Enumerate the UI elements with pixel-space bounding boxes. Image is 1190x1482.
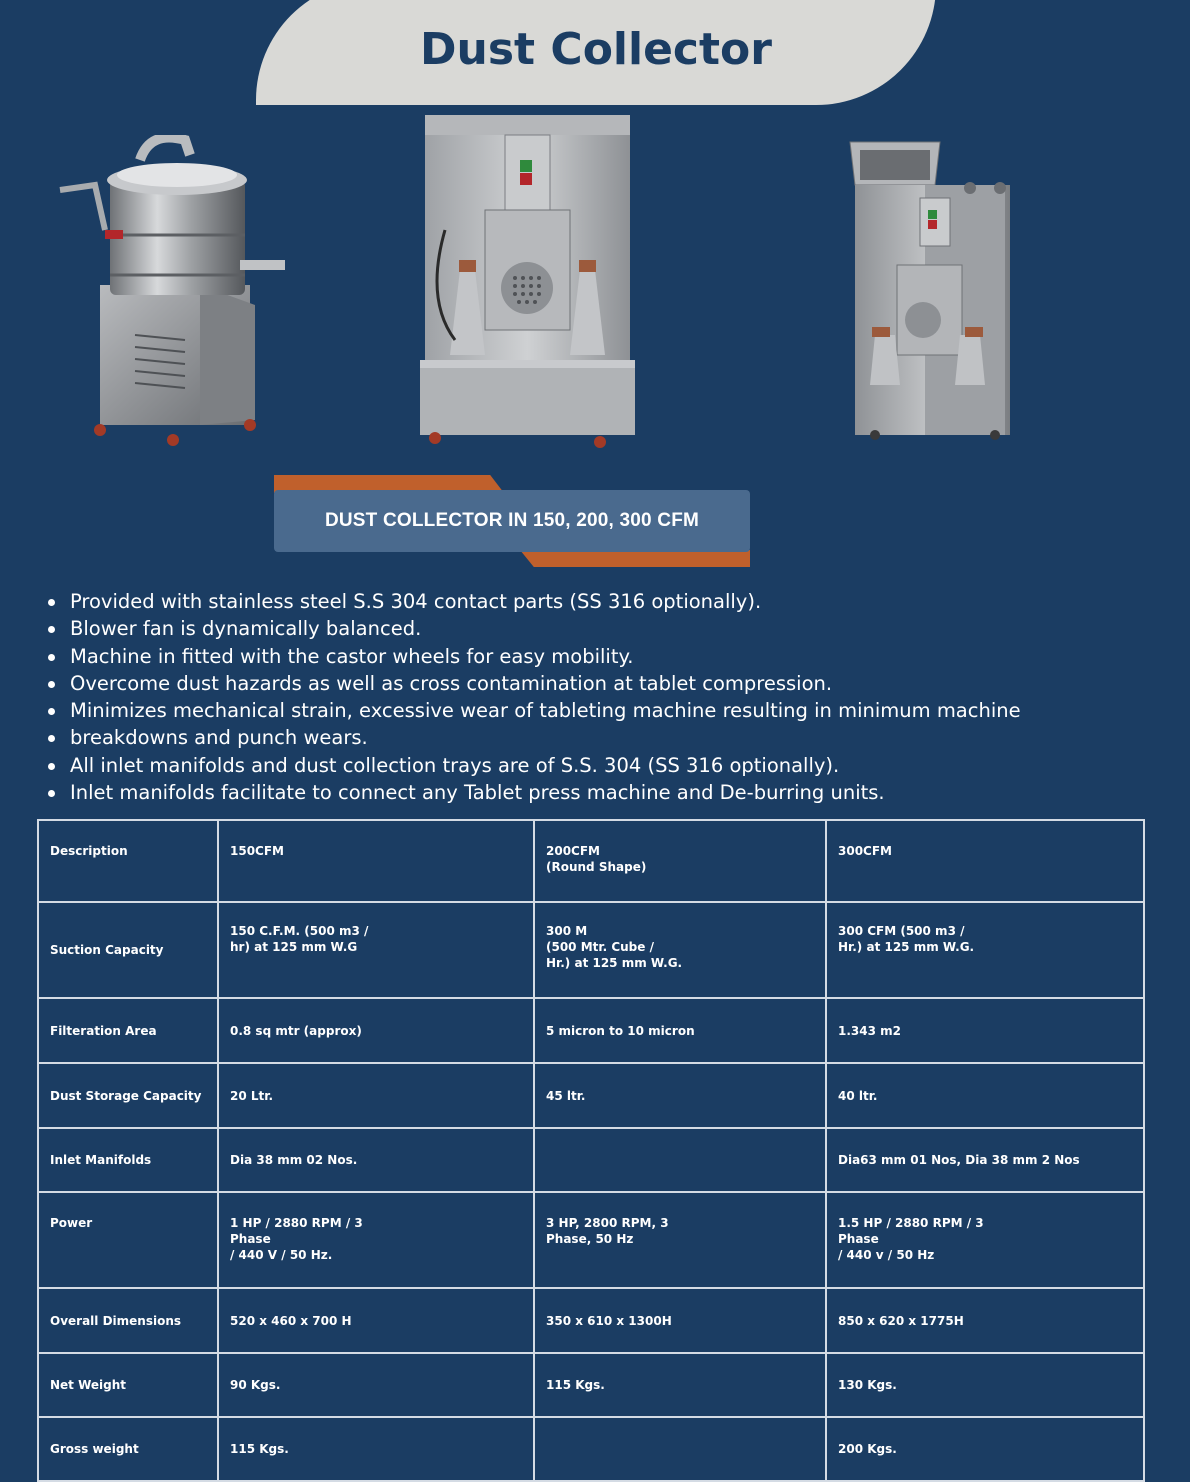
table-row [38, 1417, 1144, 1481]
table-cell: 350 x 610 x 1300H [534, 1288, 826, 1353]
table-cell-label: Filteration Area [38, 998, 218, 1063]
feature-item: Inlet manifolds facilitate to connect any Tablet press machine and De-burring units. [48, 779, 1148, 806]
table-cell: Dia 38 mm 02 Nos. [218, 1128, 534, 1192]
machine-image-200cfm [415, 110, 640, 455]
table-row [38, 1353, 1144, 1417]
table-cell: 200 Kgs. [826, 1417, 1144, 1481]
table-cell: 5 micron to 10 micron [534, 998, 826, 1063]
table-header-row [38, 820, 1144, 902]
table-row [38, 902, 1144, 998]
table-cell-label: Dust Storage Capacity [38, 1063, 218, 1128]
table-header-cell: Description [38, 820, 218, 902]
table-cell: 300 M (500 Mtr. Cube / Hr.) at 125 mm W.G. [534, 902, 826, 998]
table-cell: 40 ltr. [826, 1063, 1144, 1128]
feature-item: Machine in fitted with the castor wheels for easy mobility. [48, 643, 1148, 670]
table-cell-label: Net Weight [38, 1353, 218, 1417]
banner-accent-bottom [520, 550, 750, 567]
machine-image-300cfm [845, 140, 1015, 440]
table-row [38, 1128, 1144, 1192]
table-cell: Dia63 mm 01 Nos, Dia 38 mm 2 Nos [826, 1128, 1144, 1192]
table-cell: 115 Kgs. [534, 1353, 826, 1417]
table-cell-label: Overall Dimensions [38, 1288, 218, 1353]
table-cell: 3 HP, 2800 RPM, 3 Phase, 50 Hz [534, 1192, 826, 1288]
feature-item: breakdowns and punch wears. [48, 724, 1148, 751]
specifications-table [37, 819, 1145, 1482]
table-cell-label: Inlet Manifolds [38, 1128, 218, 1192]
table-cell-label: Suction Capacity [38, 902, 218, 998]
table-cell: 130 Kgs. [826, 1353, 1144, 1417]
table-header-cell: 200CFM (Round Shape) [534, 820, 826, 902]
table-cell [534, 1128, 826, 1192]
feature-item: Provided with stainless steel S.S 304 contact parts (SS 316 optionally). [48, 588, 1148, 615]
table-row [38, 1063, 1144, 1128]
table-cell: 1.343 m2 [826, 998, 1144, 1063]
feature-item: Overcome dust hazards as well as cross contamination at tablet compression. [48, 670, 1148, 697]
table-cell: 850 x 620 x 1775H [826, 1288, 1144, 1353]
table-cell: 1.5 HP / 2880 RPM / 3 Phase / 440 v / 50 Hz [826, 1192, 1144, 1288]
feature-item: All inlet manifolds and dust collection trays are of S.S. 304 (SS 316 optionally). [48, 752, 1148, 779]
table-cell: 45 ltr. [534, 1063, 826, 1128]
page-title: Dust Collector [420, 24, 772, 75]
table-row [38, 1288, 1144, 1353]
table-cell: 300 CFM (500 m3 / Hr.) at 125 mm W.G. [826, 902, 1144, 998]
capacity-banner: DUST COLLECTOR IN 150, 200, 300 CFM [274, 490, 750, 552]
feature-list [48, 588, 1148, 806]
table-cell: 0.8 sq mtr (approx) [218, 998, 534, 1063]
table-cell [534, 1417, 826, 1481]
table-cell: 20 Ltr. [218, 1063, 534, 1128]
machine-image-150cfm [55, 135, 290, 450]
table-row [38, 998, 1144, 1063]
table-header-cell: 150CFM [218, 820, 534, 902]
feature-item: Minimizes mechanical strain, excessive wear of tableting machine resulting in minimum machine [48, 697, 1148, 724]
table-cell-label: Power [38, 1192, 218, 1288]
table-cell: 90 Kgs. [218, 1353, 534, 1417]
table-cell-label: Gross weight [38, 1417, 218, 1481]
table-cell: 115 Kgs. [218, 1417, 534, 1481]
feature-item: Blower fan is dynamically balanced. [48, 615, 1148, 642]
table-cell: 520 x 460 x 700 H [218, 1288, 534, 1353]
table-cell: 1 HP / 2880 RPM / 3 Phase / 440 V / 50 Hz. [218, 1192, 534, 1288]
table-header-cell: 300CFM [826, 820, 1144, 902]
table-cell: 150 C.F.M. (500 m3 / hr) at 125 mm W.G [218, 902, 534, 998]
table-row [38, 1192, 1144, 1288]
